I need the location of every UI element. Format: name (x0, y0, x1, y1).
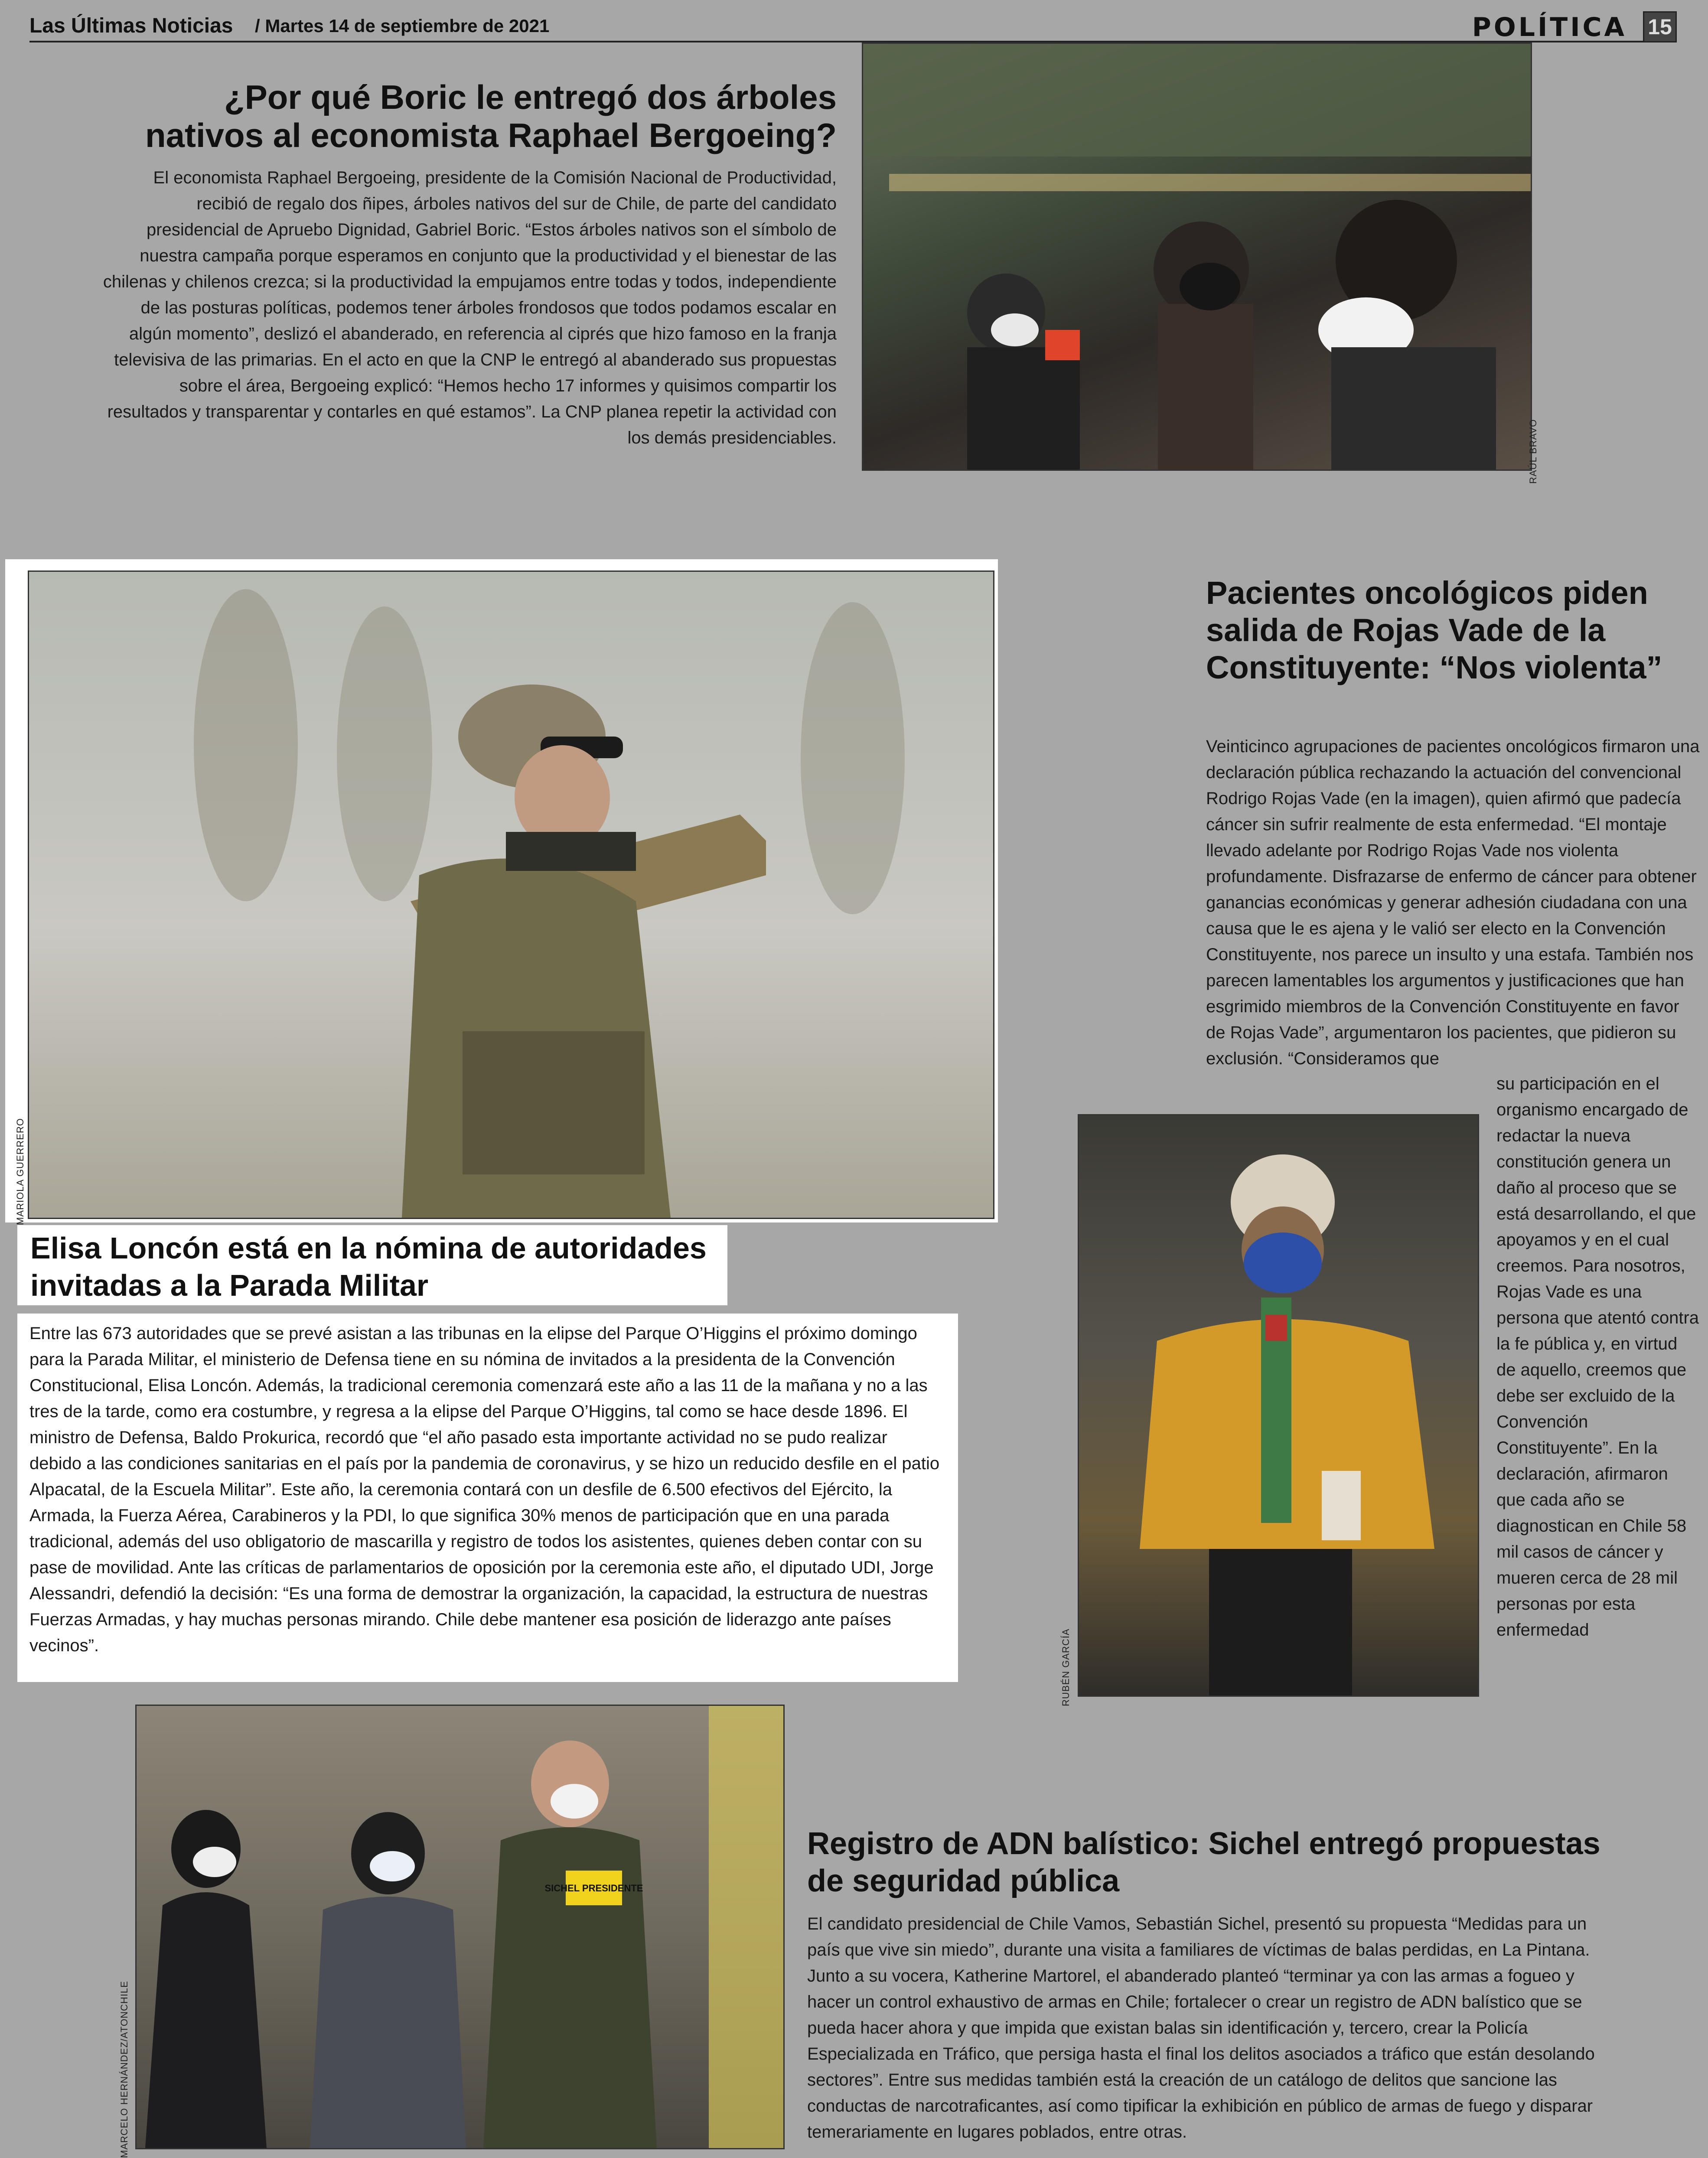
sign-text-sichel: SICHEL PRESIDENTE (544, 1883, 643, 1894)
paper-name: Las Últimas Noticias (29, 14, 233, 37)
body-sichel: El candidato presidencial de Chile Vamos, Sebastián Sichel, presentó su propuesta “Medidas para un país que vive sin miedo”, durante una visita a familiares de víctimas de balas perdidas, en La Pintana. Junto a su vocera, Katherine Martorel, el abanderado planteó “terminar ya con las armas a fogueo y hacer un control exhaustivo de armas en Chile; fortalecer o crear un registro de ADN balístico que se pueda hacer ahora y que impida que existan balas sin identificación y, tercero, crear la Policía Especializada en Tráfico, que persiga hasta el final los delitos asociados a tráfico que están desolando sectores”. Entre sus medidas también está la creación de un catálogo de delitos que sancione las conductas de narcotraficantes, así como tipificar la exhibición en público de armas de fuego y disparar temerariamente en lugares poblados, entre otras. (807, 1914, 1595, 2142)
page-number: 15 (1643, 11, 1677, 42)
headline-rojas-vade: Pacientes oncológicos piden salida de Rojas Vade de la Constituyente: “Nos violenta” (1206, 575, 1662, 685)
photo-boric-illustration (863, 44, 1531, 469)
issue-date: / Martes 14 de septiembre de 2021 (255, 16, 550, 36)
photo-credit-rojas-vade: RUBÉN GARCÍA (1060, 1628, 1071, 1706)
headline-boric: ¿Por qué Boric le entregó dos árboles nativos al economista Raphael Bergoeing? (145, 78, 837, 154)
photo-sichel-illustration (137, 1706, 783, 2148)
photo-credit-boric: RAÚL BRAVO (1528, 419, 1539, 484)
headline-loncon: Elisa Loncón está en la nómina de autoridades invitadas a la Parada Militar (30, 1231, 707, 1302)
masthead (29, 10, 1677, 42)
photo-credit-sichel: MARCELO HERNÁNDEZ/ATONCHILE (119, 1981, 130, 2158)
photo-soldier (28, 570, 994, 1219)
photo-rojas-vade (1078, 1114, 1479, 1697)
body-rojas-vade-part1: Veinticinco agrupaciones de pacientes oncológicos firmaron una declaración pública rechazando la actuación del convencional Rodrigo Rojas Vade (en la imagen), quien afirmó que padecía cáncer sin sufrir realmente de esta enfermedad. “El montaje llevado adelante por Rodrigo Rojas Vade nos violenta profundamente. Disfrazarse de enfermo de cáncer para obtener ganancias económicas y generar adhesión ciudadana con una causa que le es ajena y le valió ser electo en la Convención Constituyente, nos parece un insulto y una estafa. También nos parecen lamentables los argumentos y justificaciones que han esgrimido miembros de la Convención Constituyente en favor de Rojas Vade”, argumentaron los pacientes, que pidieron su exclusión. “Consideramos que (1206, 737, 1700, 1068)
photo-soldier-illustration (29, 572, 993, 1218)
photo-rojas-vade-illustration (1079, 1115, 1478, 1695)
section-name: POLÍTICA (1472, 12, 1627, 42)
body-loncon: Entre las 673 autoridades que se prevé asistan a las tribunas en la elipse del Parque O’Higgins el próximo domingo para la Parada Militar, el ministerio de Defensa tiene en su nómina de invitados a la presidenta de la Convención Constitucional, Elisa Loncón. Además, la tradicional ceremonia comenzará este año a las 11 de la mañana y no a las tres de la tarde, como era costumbre, y regresa a la elipse del Parque O’Higgins, tal como se hace desde 1896. El ministro de Defensa, Baldo Prokurica, recordó que “el año pasado esta importante actividad no se pudo realizar debido a las condiciones sanitarias en el país por la pandemia de coronavirus, y se hizo un reducido desfile en el patio Alpacatal, de la Escuela Militar”. Este año, la ceremonia contará con un desfile de 6.500 efectivos del Ejército, la Armada, la Fuerza Aérea, Carabineros y la PDI, lo que significa 30% menos de participación que en una parada tradicional, además del uso obligatorio de mascarilla y registro de todos los asistentes, quienes deben contar con su pase de movilidad. Ante las críticas de parlamentarios de oposición por la ceremonia este año, el diputado UDI, Jorge Alessandri, defendió la decisión: “Es una forma de demostrar la organización, la capacidad, la estructura de nuestras Fuerzas Armadas, y hay muchas personas mirando. Chile debe mantener esa posición de liderazgo ante países vecinos”. (29, 1324, 940, 1655)
photo-sichel (135, 1705, 785, 2149)
body-rojas-vade-part2: su participación en el organismo encargado de redactar la nueva constitución genera un daño al proceso que se está desarrollando, el que apoyamos y en el cual creemos. Para nosotros, Rojas Vade es una persona que atentó contra la fe pública y, en virtud de aquello, creemos que debe ser excluido de la Convención Constituyente”. En la declaración, afirmaron que cada año se diagnostican en Chile 58 mil casos de cáncer y mueren cerca de 28 mil personas por esta enfermedad (1496, 1074, 1699, 1640)
body-boric: El economista Raphael Bergoeing, presidente de la Comisión Nacional de Productividad, recibió de regalo dos ñipes, árboles nativos del sur de Chile, de parte del candidato presidencial de Apruebo Dignidad, Gabriel Boric. “Estos árboles nativos son el símbolo de nuestra campaña porque esperamos en conjunto que la productividad y el bienestar de las chilenas y chilenos crezca; si la productividad la empujamos entre todas y todos, independiente de las posturas políticas, podemos tener árboles frondosos que todos podamos escalar en algún momento”, deslizó el abanderado, en referencia al ciprés que hizo famoso en la franja televisiva de las primarias. En el acto en que la CNP le entregó al abanderado sus propuestas sobre el área, Bergoeing explicó: “Hemos hecho 17 informes y quisimos compartir los resultados y transparentar y contarles en qué estamos”. La CNP planea repetir la actividad con los demás presidenciables. (103, 168, 837, 447)
photo-boric-event (862, 42, 1532, 471)
photo-credit-soldier: MARIOLA GUERRERO (15, 1118, 26, 1225)
headline-sichel: Registro de ADN balístico: Sichel entregó propuestas de seguridad pública (807, 1826, 1600, 1898)
